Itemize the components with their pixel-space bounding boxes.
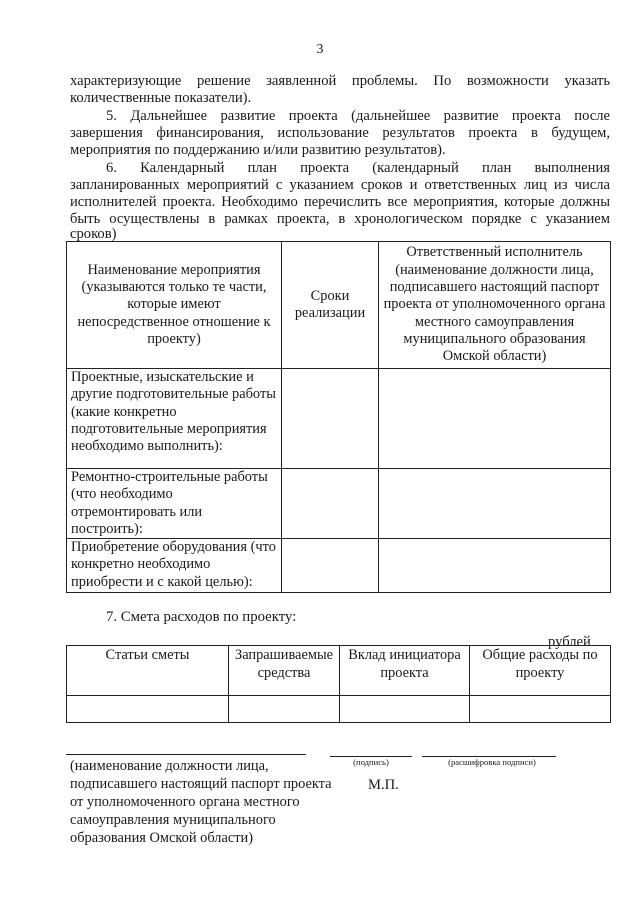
plan-header-responsible: Ответственный исполнитель (наименование должности лица, подписавшего настоящий паспорт проекта от уполномоченного органа местного самоуправления муниципального образования Омской области): [379, 242, 611, 369]
signatory-position-text: (наименование должности лица, подписавшего настоящий паспорт проекта от уполномоченного органа местного самоуправления муниципального образования Омской области): [70, 758, 332, 846]
section6-line-5: сроков): [70, 226, 117, 242]
table-row: [67, 696, 611, 723]
table-row: [67, 369, 611, 469]
plan-header-event: Наименование мероприятия (указываются только те части, которые имеют непосредственное отношение к проекту): [67, 242, 282, 369]
plan-row-preparatory: Проектные, изыскательские и другие подготовительные работы (какие конкретно подготовительные мероприятия необходимо выполнить):: [67, 369, 282, 469]
plan-cell-empty: [379, 369, 611, 469]
cost-header-total: Общие расходы по проекту: [470, 646, 611, 696]
plan-header-deadline: Сроки реализации: [282, 242, 379, 369]
plan-cell-empty: [282, 469, 379, 539]
plan-table-header: [67, 242, 611, 369]
cost-estimate-table: [66, 645, 611, 723]
cost-header-requested: Запрашиваемые средства: [229, 646, 340, 696]
cost-table-header: [67, 646, 611, 696]
cost-cell-empty: [470, 696, 611, 723]
plan-cell-empty: [379, 539, 611, 593]
plan-row-repair: Ремонтно-строительные работы (что необходимо отремонтировать или построить):: [67, 469, 282, 539]
plan-cell-empty: [282, 539, 379, 593]
section5-line-2: завершения финансирования, использование результатов проекта в будущем,: [70, 125, 610, 141]
decode-caption: (расшифровка подписи): [448, 757, 536, 767]
plan-cell-empty: [282, 369, 379, 469]
cost-cell-empty: [229, 696, 340, 723]
currency-unit: рублей: [548, 634, 591, 650]
page-number: 3: [316, 42, 324, 57]
sign-caption: (подпись): [353, 757, 389, 767]
section6-line-1: 6. Календарный план проекта (календарный план выполнения: [106, 160, 610, 176]
section6-line-3: исполнителей проекта. Необходимо перечислить все мероприятия, которые должны: [70, 194, 610, 210]
section7-title: 7. Смета расходов по проекту:: [106, 609, 297, 625]
plan-cell-empty: [379, 469, 611, 539]
cost-cell-empty: [340, 696, 470, 723]
cost-header-initiator: Вклад инициатора проекта: [340, 646, 470, 696]
cost-cell-empty: [67, 696, 229, 723]
table-row: [67, 469, 611, 539]
section5-line-3: мероприятия по поддержанию и/или развитию результатов).: [70, 142, 446, 158]
plan-row-equipment: Приобретение оборудования (что конкретно необходимо приобрести и с какой целью):: [67, 539, 282, 593]
section6-line-2: запланированных мероприятий с указанием сроков и ответственных лиц из числа: [70, 177, 610, 193]
section6-line-4: быть осуществлены в рамках проекта, в хронологическом порядке с указанием: [70, 211, 610, 227]
section4-line-1: характеризующие решение заявленной проблемы. По возможности указать: [70, 73, 610, 89]
position-signature-line: [66, 754, 306, 755]
stamp-place: М.П.: [368, 777, 399, 793]
cost-header-items: Статьи сметы: [67, 646, 229, 696]
calendar-plan-table: [66, 241, 611, 593]
section4-line-2: количественные показатели).: [70, 90, 252, 106]
section5-line-1: 5. Дальнейшее развитие проекта (дальнейшее развитие проекта после: [106, 108, 610, 124]
table-row: [67, 539, 611, 593]
